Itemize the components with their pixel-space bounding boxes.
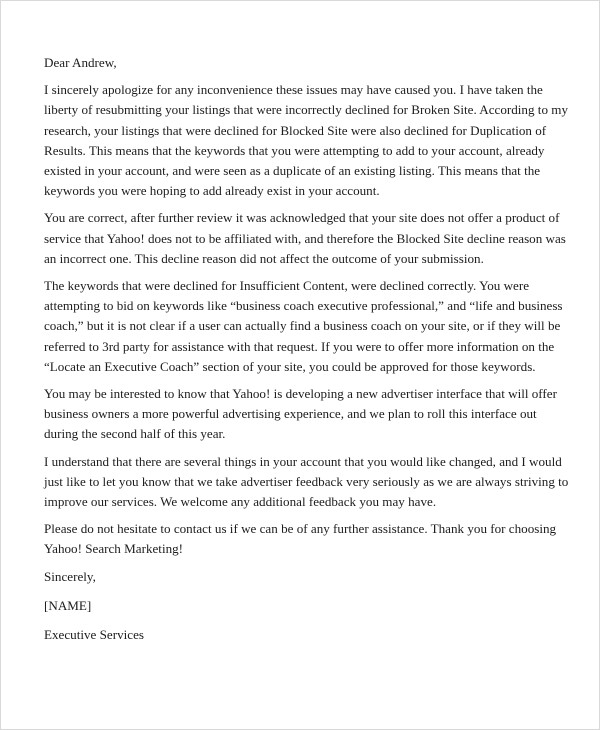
letter-body — [44, 53, 574, 654]
letter-paragraph-feedback: I understand that there are several things in your account that you would like changed, and I would just like to let you know that we take advertiser feedback very seriously as we are always striving to improve our services. We welcome any additional feedback you may have. — [44, 453, 569, 510]
letter-signature-name: [NAME] — [44, 597, 92, 613]
letter-closing: Sincerely, — [44, 568, 96, 584]
letter-paragraph-insufficient-content: The keywords that were declined for Insufficient Content, were declined correctly. You were attempting to bid on keywords like “business coach executive professional,” and “life and business coach,” but it is not clear if a user can actually find a business coach on your site, or if they will be referred to 3rd party for assistance with that request. If you were to offer more information on the “Locate an Executive Coach” section of your site, you could be approved for those keywords. — [44, 278, 563, 374]
letter-paragraph-new-interface: You may be interested to know that Yahoo! is developing a new advertiser interface that will offer business owners a more powerful advertising experience, and we plan to roll this interface out during the second half of this year. — [44, 386, 557, 442]
letter-paragraph-blocked-site: You are correct, after further review it was acknowledged that your site does not offer a product of service that Yahoo! does not to be affiliated with, and therefore the Blocked Site decline reason was an incorrect one. This decline reason did not affect the outcome of your submission. — [44, 210, 566, 266]
letter-paragraph-contact: Please do not hesitate to contact us if we can be of any further assistance. Thank you for choosing Yahoo! Search Marketing! — [44, 521, 557, 557]
letter-greeting: Dear Andrew, — [44, 55, 117, 70]
letter-signature-title: Executive Services — [44, 627, 144, 643]
letter-paragraph-apology: I sincerely apologize for any inconvenience these issues may have caused you. I have taken the liberty of resubmitting your listings that were incorrectly declined for Broken Site. According to my research, your listings that were declined for Blocked Site were also declined for Duplication of Results. This means that the keywords that you were attempting to add to your account, already existed in your account, and were seen as a duplicate of an existing listing. This means that the keywords you were hoping to add already exist in your account. — [44, 82, 568, 199]
